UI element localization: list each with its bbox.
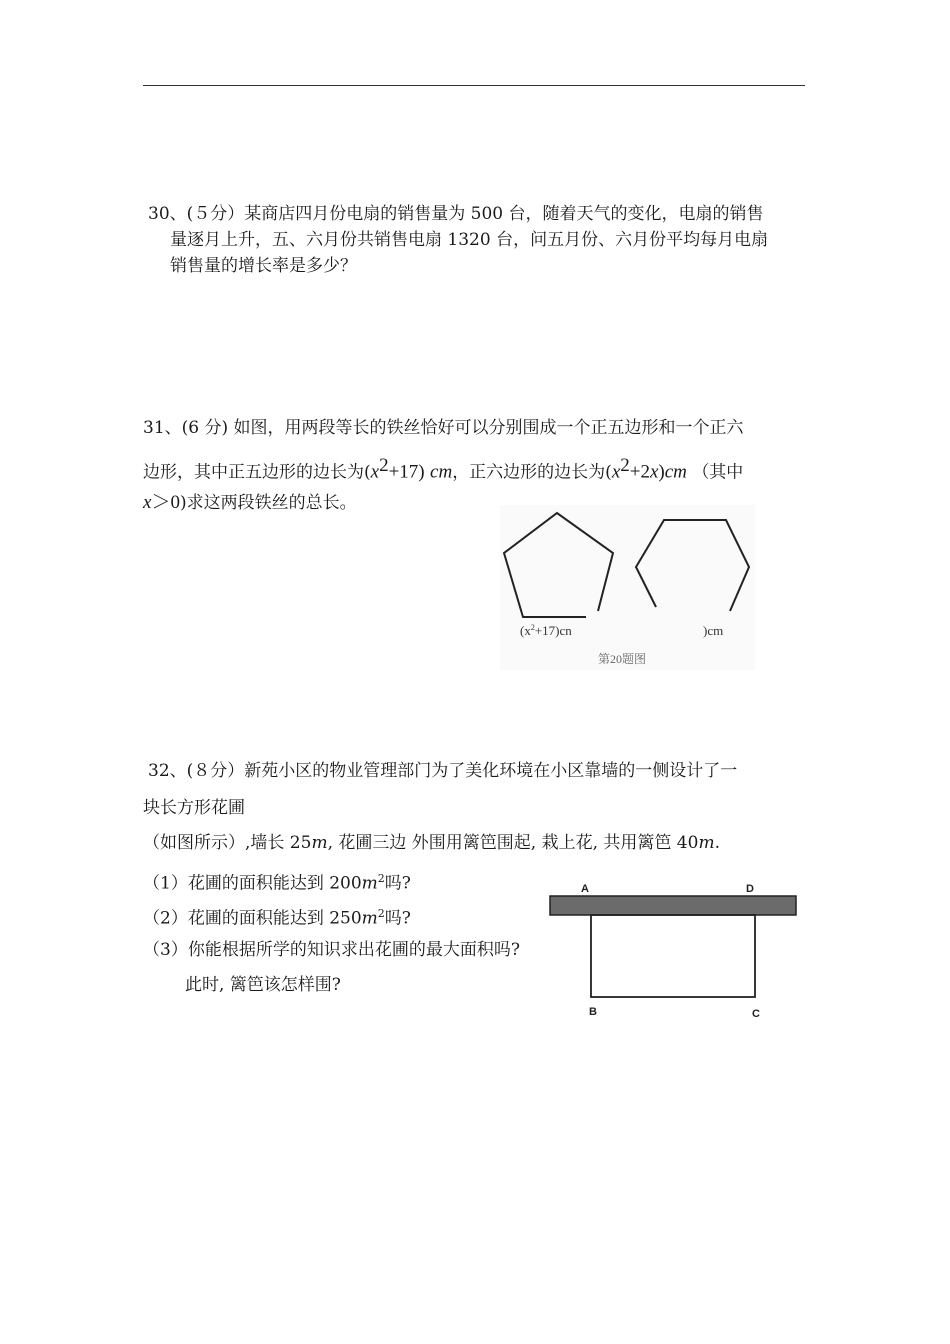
- hexagon-side-label: )cm: [703, 623, 724, 638]
- garden-figure: [545, 878, 803, 1023]
- q30-line-1: 30、(５分）某商店四月份电扇的销售量为 500 台，随着天气的变化，电扇的销售: [148, 204, 764, 224]
- var-x: x: [649, 461, 659, 483]
- q31-text: 边形，其中正五边形的边长为(: [143, 462, 371, 483]
- exponent: 2: [620, 455, 630, 476]
- point-c-label: C: [752, 1008, 760, 1020]
- unit-cm: cm: [430, 461, 453, 483]
- q31-text: )求这两段铁丝的总长。: [179, 493, 357, 513]
- header-rule: [143, 85, 805, 86]
- q31-line-2: [143, 455, 743, 484]
- pentagon-side-label: $(x^2+17)cn$: [520, 623, 572, 638]
- q32-text: .: [714, 833, 720, 853]
- q31-text: （其中: [692, 462, 744, 483]
- var-x: x: [611, 461, 621, 483]
- q30-line-2: 量逐月上升，五、六月份共销售电扇 1320 台，问五月份、六月份平均每月电扇: [170, 230, 769, 250]
- exponent: 2: [377, 872, 385, 885]
- point-d-label: D: [746, 883, 754, 895]
- unit-m: m: [361, 908, 378, 929]
- unit-m: m: [361, 873, 378, 894]
- var-x: x: [143, 492, 152, 513]
- expr: ＞0: [151, 492, 180, 513]
- q32-part-2: [143, 903, 411, 930]
- q32-text: （如图所示）,墙长 25: [143, 833, 312, 853]
- q31-text: ，正六边形的边长为(: [452, 462, 612, 483]
- q31-line-3: [143, 492, 357, 514]
- figure-background: [500, 505, 755, 670]
- unit-m: m: [311, 833, 328, 853]
- unit-m: m: [698, 833, 715, 853]
- expr: +2: [629, 461, 650, 483]
- expr: ): [658, 461, 665, 483]
- q32-line-3: [143, 832, 720, 854]
- polygon-figure: [500, 505, 755, 670]
- q32-text: （2）花圃的面积能达到 250: [143, 908, 362, 929]
- q32-part-3-cont: 此时, 篱笆该怎样围?: [185, 975, 341, 995]
- figure-caption: 第20题图: [598, 652, 647, 666]
- expr: +17): [388, 461, 425, 483]
- garden-rectangle: [591, 915, 755, 997]
- q32-part-1: [143, 868, 411, 895]
- q32-text: 吗?: [384, 908, 411, 929]
- q32-text: , 花圃三边 外围用篱笆围起, 栽上花, 共用篱笆 40: [327, 833, 699, 853]
- q32-text: （1）花圃的面积能达到 200: [143, 873, 362, 894]
- q32-part-3: （3）你能根据所学的知识求出花圃的最大面积吗?: [143, 940, 520, 960]
- var-x: x: [370, 461, 380, 483]
- q32-line-1: 32、(８分）新苑小区的物业管理部门为了美化环境在小区靠墙的一侧设计了一: [148, 761, 738, 781]
- unit-cm: cm: [664, 461, 687, 483]
- exponent: 2: [379, 455, 389, 476]
- point-b-label: B: [589, 1006, 597, 1018]
- wall-shape: [550, 896, 796, 915]
- exponent: 2: [377, 907, 385, 920]
- q32-text: 吗?: [384, 873, 411, 894]
- q31-line-1: 31、(6 分) 如图，用两段等长的铁丝恰好可以分别围成一个正五边形和一个正六: [143, 418, 744, 438]
- q30-line-3: 销售量的增长率是多少？: [170, 256, 357, 276]
- point-a-label: A: [581, 883, 589, 895]
- q32-line-2: 块长方形花圃: [143, 798, 245, 818]
